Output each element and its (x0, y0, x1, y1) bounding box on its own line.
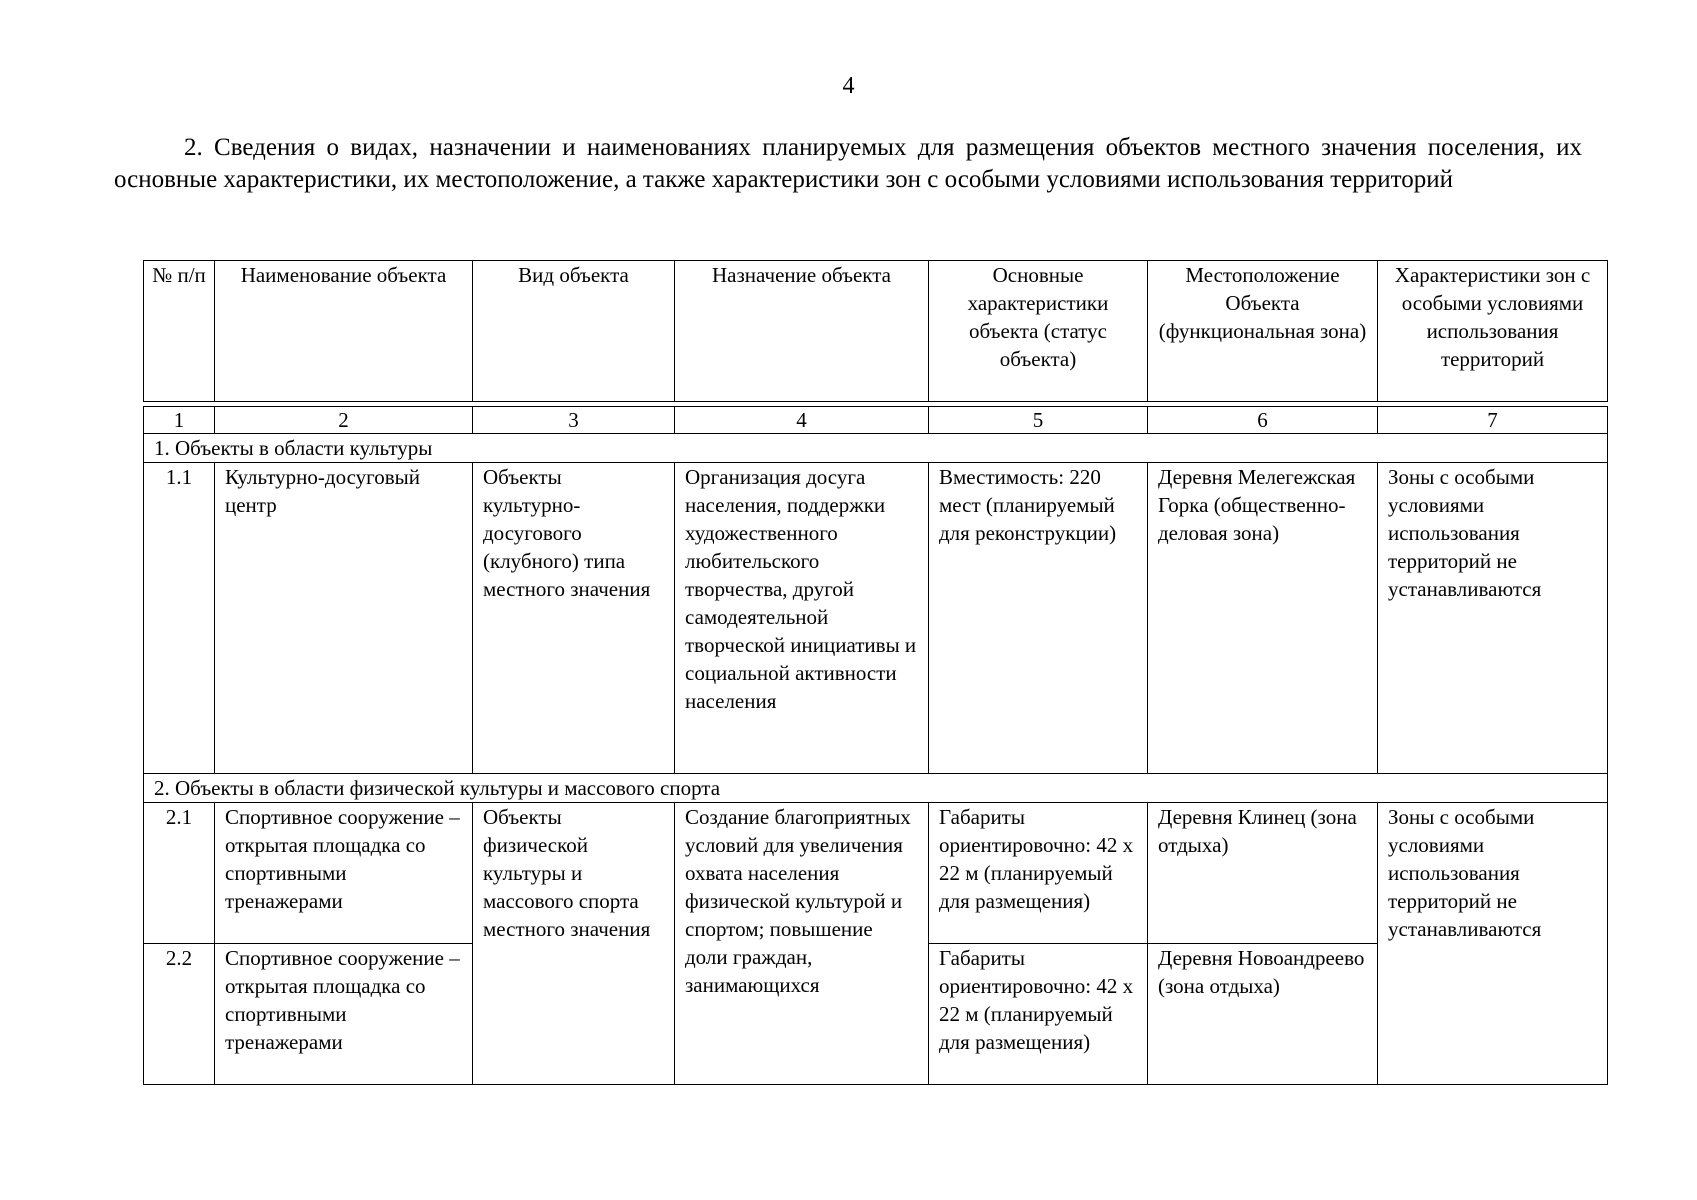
column-number: 2 (215, 407, 473, 434)
table-header-row (144, 261, 1608, 402)
column-number: 4 (675, 407, 929, 434)
section-row-sport (144, 774, 1608, 803)
row-number: 2.2 (144, 944, 215, 1085)
header-cell-purpose: Назначение объекта (675, 261, 929, 402)
header-cell-location: Местоположение Объекта (функциональная зона) (1148, 261, 1378, 402)
header-cell-name: Наименование объекта (215, 261, 473, 402)
column-number: 6 (1148, 407, 1378, 434)
header-cell-characteristics: Основные характеристики объекта (статус объекта) (929, 261, 1148, 402)
section-title: 2. Объекты в области физической культуры и массового спорта (144, 774, 1608, 803)
object-purpose: Организация досуга населения, поддержки художественного любительского творчества, другой самодеятельной творческой инициативы и социальной активности населения (675, 463, 929, 774)
section-intro-paragraph: 2. Сведения о видах, назначении и наименованиях планируемых для размещения объектов местного значения поселения, их основные характеристики, их местоположение, а также характеристики зон с особыми условиями использования территорий (114, 134, 1582, 193)
object-kind: Объекты физической культуры и массового спорта местного значения (473, 803, 675, 1085)
object-characteristics: Габариты ориентировочно: 42 х 22 м (планируемый для размещения) (929, 944, 1148, 1085)
object-characteristics: Габариты ориентировочно: 42 х 22 м (планируемый для размещения) (929, 803, 1148, 944)
header-cell-zones: Характеристики зон с особыми условиями использования территорий (1378, 261, 1608, 402)
object-location: Деревня Новоандреево (зона отдыха) (1148, 944, 1378, 1085)
object-zones: Зоны с особыми условиями использования территорий не устанавливаются (1378, 803, 1608, 1085)
header-cell-kind: Вид объекта (473, 261, 675, 402)
object-characteristics: Вместимость: 220 мест (планируемый для реконструкции) (929, 463, 1148, 774)
object-purpose: Создание благоприятных условий для увеличения охвата населения физической культурой и спортом; повышение доли граждан, занимающихся (675, 803, 929, 1085)
header-cell-number: № п/п (144, 261, 215, 402)
column-number: 5 (929, 407, 1148, 434)
section-title: 1. Объекты в области культуры (144, 434, 1608, 463)
row-number: 2.1 (144, 803, 215, 944)
object-location: Деревня Клинец (зона отдыха) (1148, 803, 1378, 944)
object-kind: Объекты культурно-досугового (клубного) типа местного значения (473, 463, 675, 774)
object-name: Спортивное сооружение – открытая площадка со спортивными тренажерами (215, 803, 473, 944)
column-number-row (144, 407, 1608, 434)
column-number: 7 (1378, 407, 1608, 434)
object-location: Деревня Мелегежская Горка (общественно-деловая зона) (1148, 463, 1378, 774)
section-row-culture (144, 434, 1608, 463)
object-name: Спортивное сооружение – открытая площадка со спортивными тренажерами (215, 944, 473, 1085)
page-number: 4 (842, 73, 855, 99)
column-number: 1 (144, 407, 215, 434)
planned-objects-table (143, 260, 1608, 1085)
table-row-2-1 (144, 803, 1608, 944)
row-number: 1.1 (144, 463, 215, 774)
object-name: Культурно-досуговый центр (215, 463, 473, 774)
column-number: 3 (473, 407, 675, 434)
object-zones: Зоны с особыми условиями использования территорий не устанавливаются (1378, 463, 1608, 774)
table-row-1-1 (144, 463, 1608, 774)
